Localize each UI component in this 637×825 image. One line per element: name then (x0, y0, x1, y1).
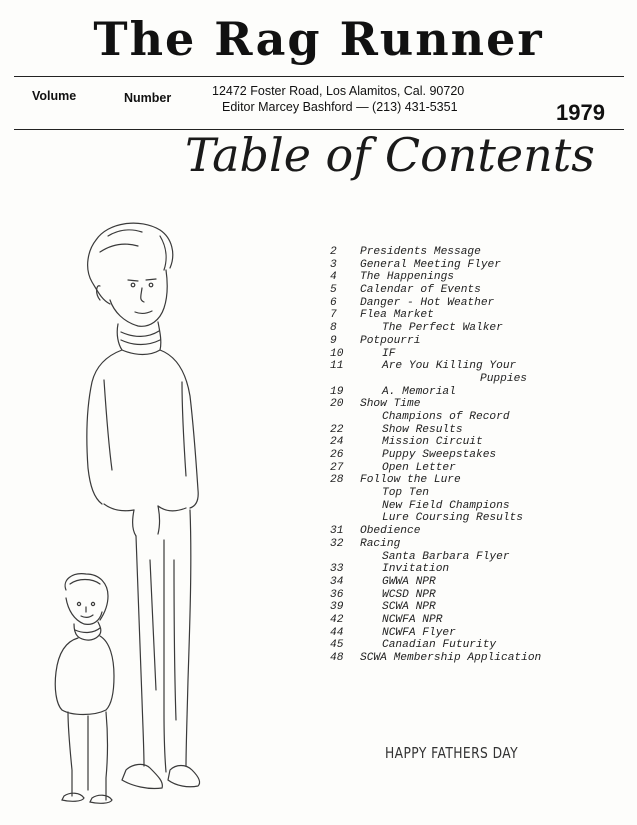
toc-page-number: 42 (330, 613, 344, 626)
toc-page-number: 24 (330, 436, 344, 449)
masthead-title: The Rag Runner (93, 12, 544, 66)
address-line: 12472 Foster Road, Los Alamitos, Cal. 90720 (212, 84, 465, 98)
toc-page-number: 45 (330, 639, 344, 652)
toc-entry-title: Flea Market (360, 309, 434, 322)
toc-page-number: 44 (330, 626, 344, 639)
toc-page-number: 27 (330, 461, 344, 474)
toc-entry-title: New Field Champions (382, 499, 510, 512)
volume-label: Volume (32, 89, 77, 103)
toc-page-number: 5 (330, 284, 337, 297)
toc-entry-title: The Happenings (360, 271, 454, 284)
toc-page-number: 2 (330, 246, 337, 258)
toc-entry-title: Obedience (360, 525, 421, 538)
toc-entry-title: NCWFA Flyer (382, 626, 456, 639)
toc-page-number: 19 (330, 385, 344, 398)
toc-entry-title: Are You Killing Your (382, 360, 517, 373)
fathers-day-note: HAPPY FATHERS DAY (385, 744, 519, 762)
toc-entry-title: SCWA NPR (382, 601, 436, 614)
toc-entry-title: Lure Coursing Results (382, 512, 523, 525)
toc-entry-title: Presidents Message (360, 246, 481, 258)
toc-entry-title: Follow the Lure (360, 474, 461, 487)
toc-entry-title: Canadian Futurity (382, 639, 497, 652)
toc-entry-title: Top Ten (382, 487, 429, 500)
toc-page-number: 22 (330, 423, 344, 436)
toc-entry-title: Potpourri (360, 334, 421, 347)
toc-entry-title: Santa Barbara Flyer (382, 550, 510, 563)
toc-page-number: 36 (330, 588, 344, 601)
issue-year: 1979 (556, 100, 605, 125)
toc-entry-title: Danger - Hot Weather (360, 296, 495, 309)
toc-page-number: 32 (330, 537, 344, 550)
toc-page-number: 20 (330, 398, 344, 411)
toc-entry-title: Show Time (360, 398, 421, 411)
toc-page-number: 28 (330, 474, 344, 487)
toc-entry-title: GWWA NPR (382, 575, 436, 588)
toc-page-number: 48 (330, 652, 344, 664)
toc-page-number: 34 (330, 575, 344, 588)
toc-page-number: 8 (330, 322, 337, 335)
toc-entry-title: IF (382, 347, 396, 360)
toc-page-number: 6 (330, 296, 337, 309)
toc-entry-title: Racing (360, 537, 401, 550)
toc-page-number: 3 (330, 258, 337, 271)
editor-line: Editor Marcey Bashford — (213) 431-5351 (222, 100, 458, 114)
toc-entry-title: Calendar of Events (360, 284, 481, 297)
toc-entry-title: WCSD NPR (382, 588, 436, 601)
toc-entry-title: Puppy Sweepstakes (382, 449, 497, 461)
toc-entry-title: The Perfect Walker (382, 322, 503, 335)
toc-page-number: 39 (330, 601, 344, 614)
toc-page-number: 9 (330, 334, 337, 347)
toc-entry-title: Mission Circuit (382, 436, 483, 449)
toc-entry-title: Champions of Record (382, 410, 510, 423)
number-label: Number (124, 91, 172, 105)
toc-page-number: 33 (330, 563, 344, 576)
toc-entry-title: Invitation (382, 563, 450, 576)
toc-entry-title: A. Memorial (382, 385, 456, 398)
toc-heading: Table of Contents (185, 128, 595, 182)
toc-entry-title: Show Results (382, 423, 463, 436)
toc-entry-title: SCWA Membership Application (360, 652, 542, 664)
toc-page-number: 31 (330, 525, 344, 538)
toc-entry-title: General Meeting Flyer (360, 258, 501, 271)
toc-page-number: 11 (330, 360, 344, 373)
toc-page-number: 7 (330, 309, 337, 322)
toc-entry-title: Open Letter (382, 461, 456, 474)
toc-page-number: 26 (330, 449, 344, 461)
toc-page-number: 10 (330, 347, 344, 360)
toc-entry-title: Puppies (480, 372, 527, 385)
toc-entry-title: NCWFA NPR (382, 613, 443, 626)
toc-page-number: 4 (330, 271, 337, 284)
